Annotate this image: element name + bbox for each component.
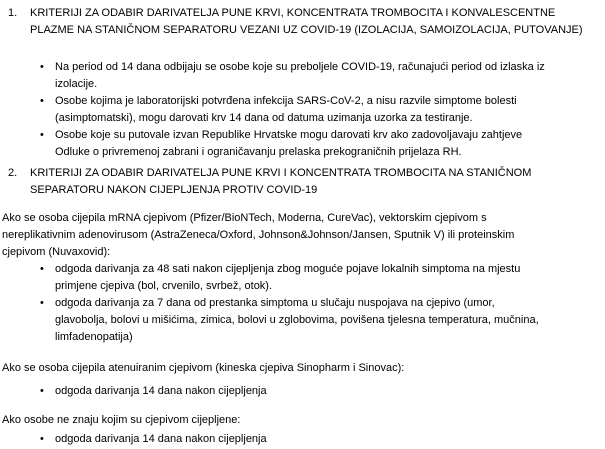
bullet-item-14day-deferral: • odgoda darivanja 14 dana nakon cijepljenja xyxy=(2,383,545,400)
section-1-number: 1. xyxy=(8,7,18,19)
section-2-heading xyxy=(8,165,595,199)
section-1-bullet-list xyxy=(2,59,595,161)
section-2-title: KRITERIJI ZA ODABIR DARIVATELJA PUNE KRVI I KONCENTRATA TROMBOCITA NA STANIČNOM SEPARATORU NAKON CIJEPLJENJA PROTIV COVID-19 xyxy=(30,167,532,196)
section-1-heading xyxy=(8,5,595,39)
attenuated-bullet-list xyxy=(2,383,595,400)
bullet-item-asymptomatic: • Osobe kojima je laboratorijski potvrđena infekcija SARS-CoV-2, a nisu razvile simptome bolesti (asimptomatski), mogu darovati krv 14 dana od datuma uzimanja uzorka za testiranje. xyxy=(2,93,555,127)
bullet-item-recovered-covid: • Na period od 14 dana odbijaju se osobe koje su preboljele COVID-19, računajući period od izlaska iz izolacije. xyxy=(2,59,555,93)
section-1-title: KRITERIJI ZA ODABIR DARIVATELJA PUNE KRVI, KONCENTRATA TROMBOCITA I KONVALESCENTNE PLAZME NA STANIČNOM SEPARATORU VEZANI UZ COVID-19 (IZOLACIJA, SAMOIZOLACIJA, PUTOVANJE) xyxy=(30,7,583,36)
mrna-vaccine-paragraph: Ako se osoba cijepila mRNA cjepivom (Pfizer/BioNTech, Moderna, CureVac), vektorskim cjepivom s nereplikativnim adenovirusom (AstraZeneca/Oxford, Johnson&Johnson/Jansen, Sputnik V) ili proteinskim cjepivom (Nuvaxovid): xyxy=(2,212,515,258)
bullet-item-7day-deferral: • odgoda darivanja za 7 dana od prestanka simptoma u slučaju nuspojava na cjepivo (umor, glavobolja, bolovi u mišićima, zimica, bolovi u zglobovima, povišena tjelesna temperatura, mučnina, limfadenopatija) xyxy=(2,295,545,346)
unknown-vaccine-paragraph: Ako osobe ne znaju kojim su cjepivom cijepljene: xyxy=(2,414,241,426)
unknown-bullet-list xyxy=(2,431,595,448)
bullet-item-14day-deferral: • odgoda darivanja 14 dana nakon cijepljenja xyxy=(2,431,545,448)
section-2-number: 2. xyxy=(8,167,18,179)
bullet-item-travel: • Osobe koje su putovale izvan Republike Hrvatske mogu darovati krv ako zadovoljavaju zahtjeve Odluke o privremenoj zabrani i ograničavanju prelaska prekograničnih prijelaza RH. xyxy=(2,127,555,161)
document-page xyxy=(2,5,595,449)
mrna-bullet-list xyxy=(2,261,595,346)
bullet-item-48h-deferral: • odgoda darivanja za 48 sati nakon cijepljenja zbog moguće pojave lokalnih simptoma na mjestu primjene cjepiva (bol, crvenilo, svrbež, otok). xyxy=(2,261,545,295)
attenuated-vaccine-paragraph: Ako se osoba cijepila atenuiranim cjepivom (kineska cjepiva Sinopharm i Sinovac): xyxy=(2,362,405,374)
